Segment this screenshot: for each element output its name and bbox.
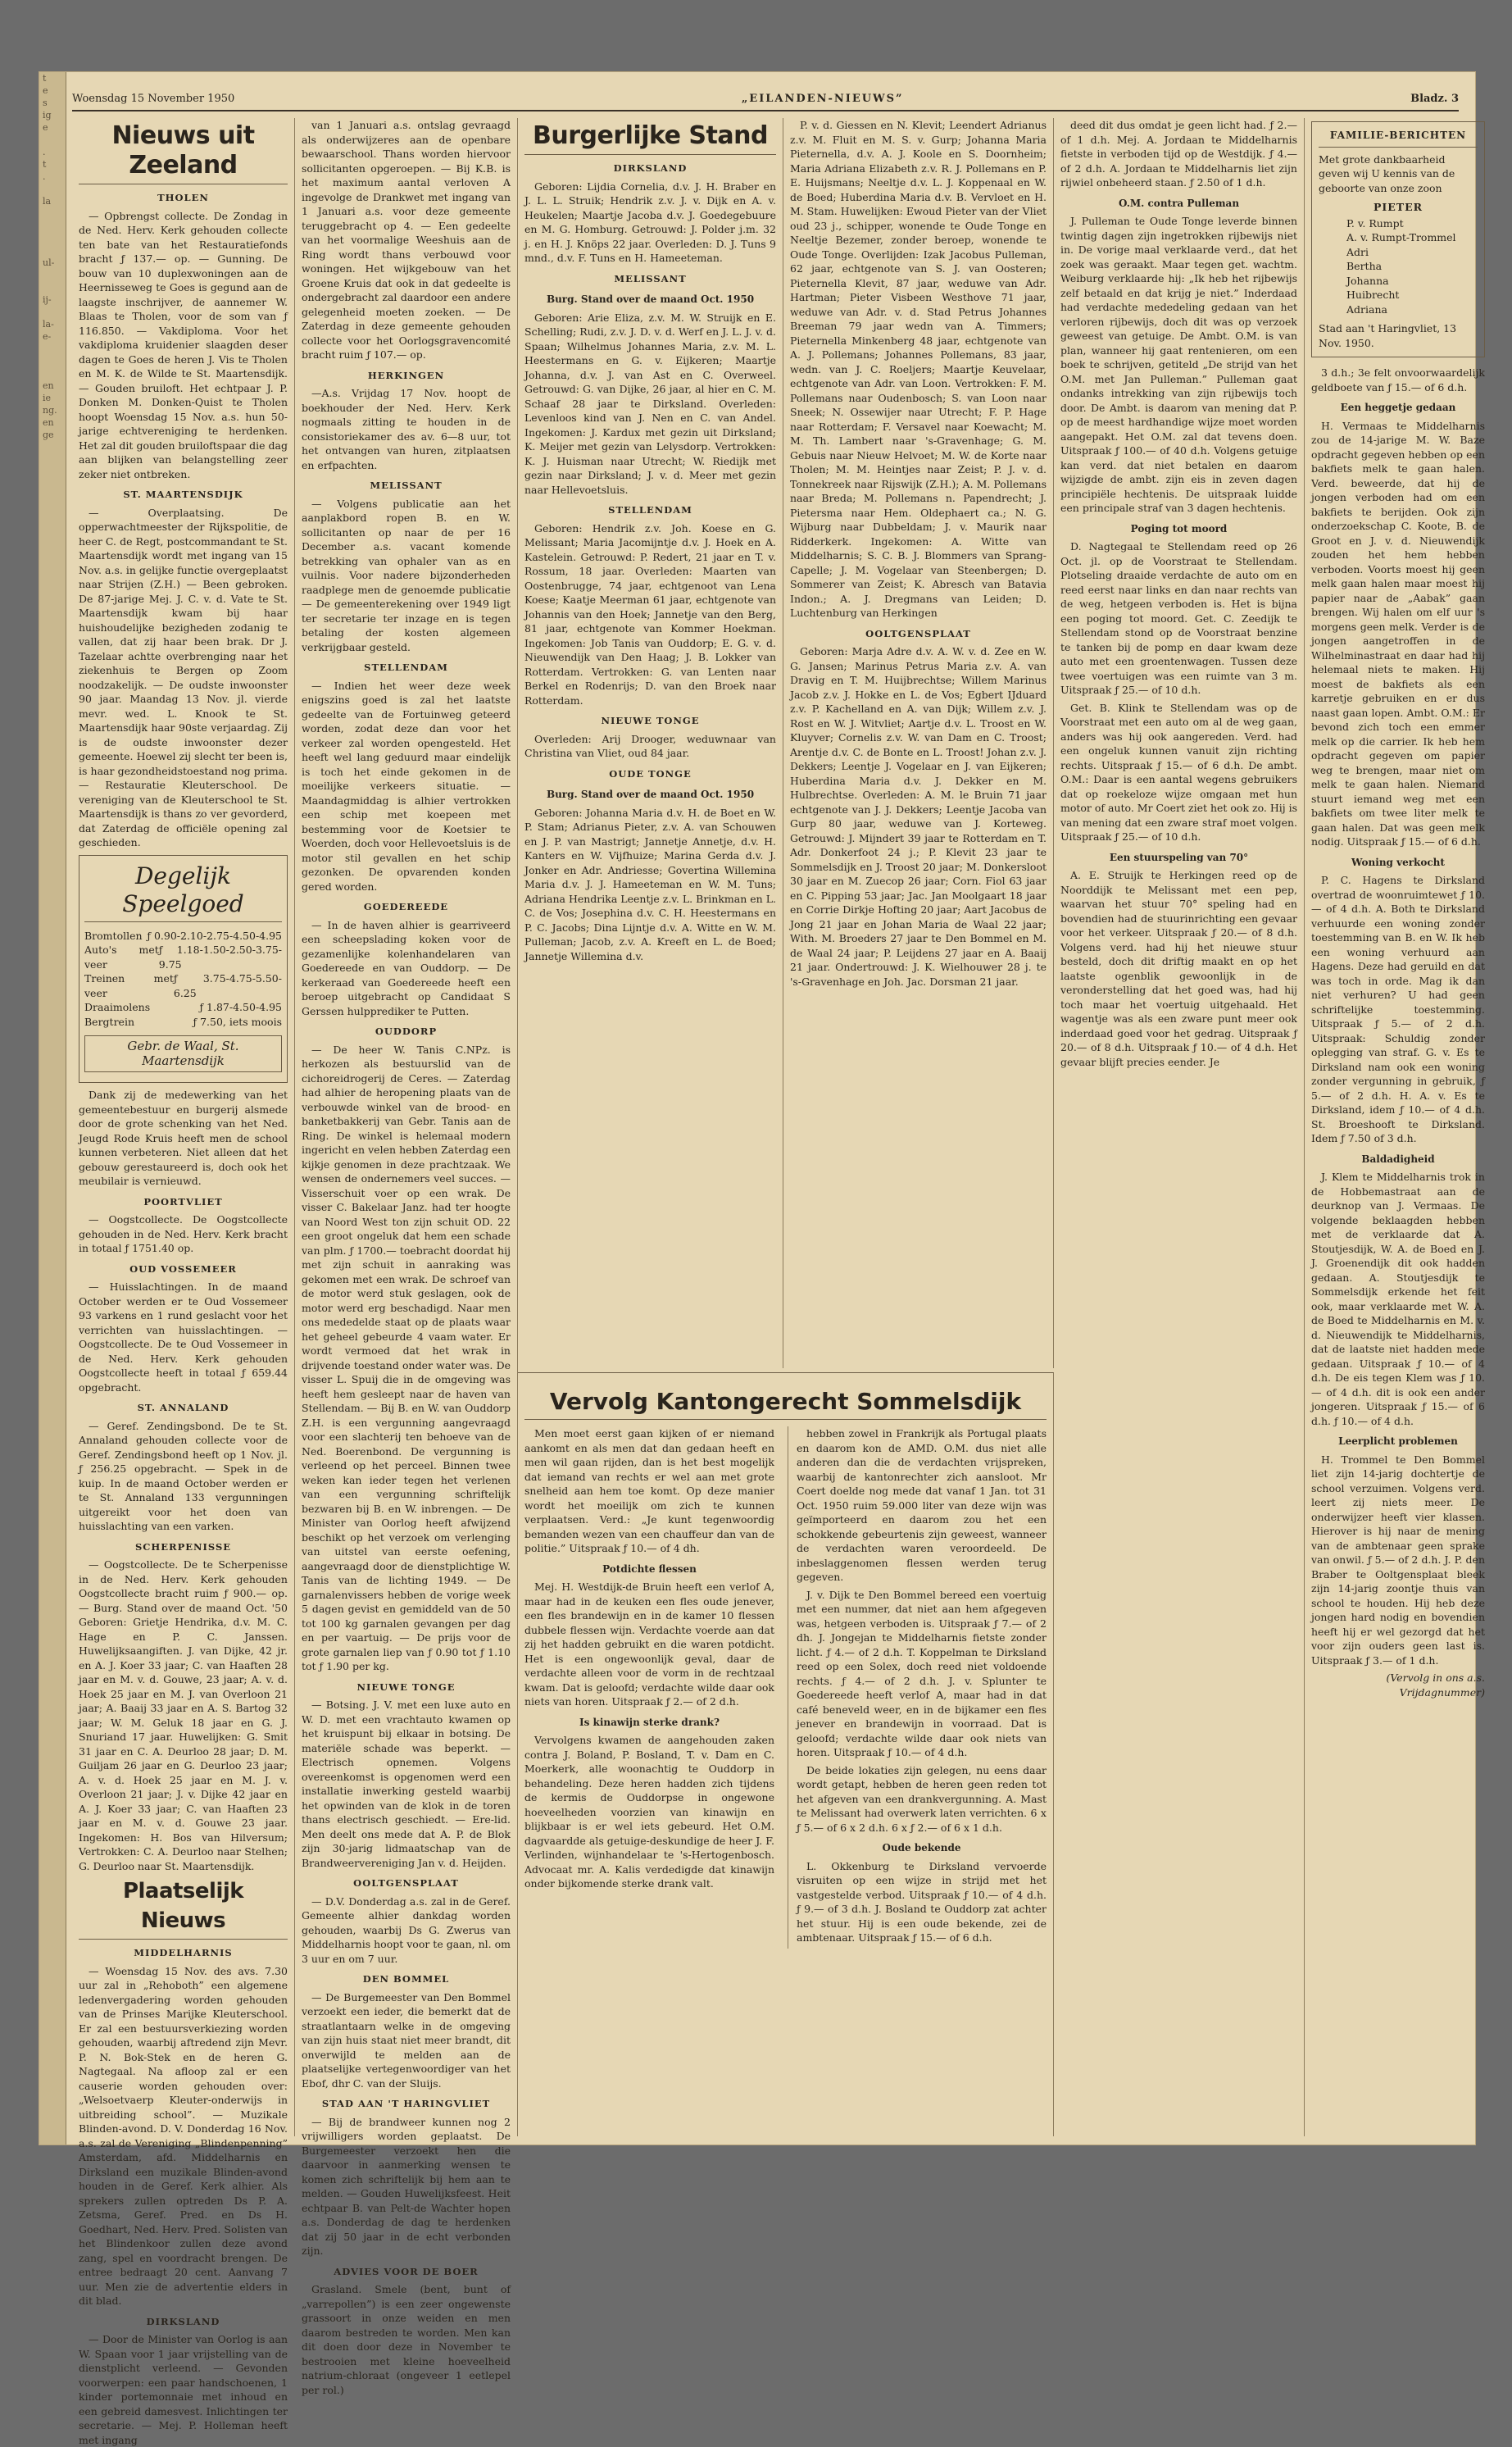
article-text: J. v. Dijk te Den Bommel bereed een voertuig met een nummer, dat niet aan hem afgegeven was, hetgeen verboden is. Uitspraak ƒ 7.— of 2 dh. J. Jongejan te Middelharnis fietste zonder licht. ƒ 4.— of 2 d.h. T. Koppelman te Dirksland reed op een Solex, doch reed niet voldoende rechts. ƒ 4.— of 2 d.h. J. v. Splunter te Goedereede heeft verlof A, maar had in dat café beneveld weer, en in de bijkamer een fles jenever en brandewijn in voorraad. Dat is geloofd; verdachte wilde daar ook niets van horen. Uitspraak ƒ 10.— of 4 d.h. bbox=[797, 1588, 1047, 1758]
article-text: — Bij de brandweer kunnen nog 2 vrijwilligers worden geplaatst. De Burgemeester verzoekt hen die daarvoor in aanmerking wensen te komen zich schriftelijk bij hem aan te melden. — Gouden Huwelijksfeest. Heit echtpaar B. van Pelt-de Wachter hopen a.s. Donderdag de dag te herdenken dat zij 50 jaar in de echt verbonden zijn. bbox=[302, 2115, 511, 2257]
article-text: J. Pulleman te Oude Tonge leverde binnen twintig dagen zijn ingetrokken rijbewijs niet in. De vorige maal verklaarde verd., dat het zoek was geraakt. Maar tegen get. wachtm. Weiburg verklaarde hij: „Ik heb het rijbewijs zelf betaald en dat krijg je niet.” Inderdaad had verdachte mededeling gedaan van het verloren rijbewijs, doch dit was op verzoek geweest van getuige. De Ambt. O.M. is van plan, wanneer hij gaat rentenieren, om een boek te schrijven, getiteld „De strijd van het O.M. met Jan Pulleman.” Pulleman gaat ondanks intrekking van zijn rijbewijs toch door. De Ambt. is daarom van mening dat P. op de meest hardhandige wijze moet worden aangepakt. Het O.M. zal dat tevens doen. Uitspraak ƒ 100.— of 40 d.h. Volgens getuige kan verd. dat niet betalen en daarom wijzigde de ambt. zijn eis in zeven dagen principiële hechtenis. De uitspraak luidde een principale straf van 3 dagen hechtenis. bbox=[1060, 215, 1297, 514]
ad-item: Auto's met veer bbox=[84, 944, 159, 971]
strip-fragment: ge bbox=[43, 430, 54, 440]
signer-name: Bertha bbox=[1346, 260, 1383, 272]
article-subhead: Oude bekende bbox=[882, 1842, 961, 1853]
ad-price: ƒ 1.18-1.50-2.50-3.75-9.75 bbox=[158, 944, 282, 971]
article-text: — In de haven alhier is gearriveerd een scheepslading koken voor de gezamenlijke kolenhandelaren van Goedereede en van Ouddorp. — De kerkeraad van Goedereede heeft een beroep uitgebracht op Candidaat S Gerssen hulpprediker te Putten. bbox=[302, 918, 511, 1017]
column-2 bbox=[295, 118, 518, 2396]
article-subhead: OOLTGENSPLAAT bbox=[865, 627, 971, 639]
article-text: — Indien het weer deze week enigszins goed is zal het laatste gedeelte van de Fortuinweg geteerd worden, zodat deze dan voor het verkeer zal worden opengesteld. Het heeft wel lang geduurd maar eindelijk is toch het einde gekomen in de moeilijke verkeers situatie. — Maandagmiddag is alhier vertrokken een schip met koepeen met bestemming voor de Koetsier te Woerden, doch voor Hellevoetsluis is de motor stil gevallen en het schip gezonken. De opvarenden konden gered worden. bbox=[302, 679, 511, 893]
article-subhead: OOLTGENSPLAAT bbox=[353, 1877, 459, 1889]
article-text: Mej. H. Westdijk-de Bruin heeft een verlof A, maar had in de keuken een fles oude jenever, een fles brandewijn en in de kamer 10 flessen dubbele flessen wijn. Verdachte voerde aan dat zij het hadden gebruikt en die waren potdicht. Het is een ongewoonlijk geval, daar de verdachte alleen voor de vorm in de rechtzaal kwam. Dat is geloofd; verdachte wilde daar ook niets van horen. Uitspraak ƒ 2.— of 2 d.h. bbox=[524, 1581, 774, 1708]
article-subhead: POORTVLIET bbox=[143, 1195, 223, 1208]
article-subhead: Leerplicht problemen bbox=[1338, 1435, 1458, 1447]
article-text: — Geref. Zendingsbond. De te St. Annaland gehouden collecte voor de Geref. Zendingsbond heeft op 1 Nov. jl. ƒ 256.25 opgebracht. — Spek in de kuip. In de maand October werden er te St. Annaland 133 vergunningen uitgereikt voor het doen van huisslachting van een varken. bbox=[79, 1419, 288, 1532]
strip-fragment: en bbox=[43, 380, 54, 391]
column-6 bbox=[1305, 118, 1492, 2136]
ad-item: Draaimolens bbox=[84, 1001, 151, 1013]
page-number: Bladz. 3 bbox=[1410, 92, 1459, 105]
ad-price-row bbox=[84, 943, 282, 971]
article-subhead: HERKINGEN bbox=[367, 369, 445, 381]
article-text: — Woensdag 15 Nov. des avs. 7.30 uur zal in „Rehoboth” een algemene ledenvergadering worden gehouden van de Prinses Marijke Kleuterschool. Er zal een bestuursverkiezing worden gehouden, waarbij aftredend zijn Mevr. P. N. Bok-Stek en de heren G. Nagtegaal. Na afloop zal er een causerie worden gehouden over: „Welsoetvaerp Kleuter-onderwijs in uitbreiding school”. — Muzikale Blinden-avond. D. V. Donderdag 16 Nov. a.s. zal de Vereniging „Blindenpenning” Amsterdam, afd. Middelharnis en Dirksland een muzikale Blinden-avond houden in de Geref. Kerk alhier. Als sprekers zullen optreden Ds P. A. Zetsma, Geref. Pred. en Ds H. Goedhart, Ned. Herv. Pred. Solisten van het Blindenkoor zullen deze avond zang, spel en voordracht brengen. De entree bedraagt 20 cent. Aanvang 7 uur. Men zie de advertentie elders in dit blad. bbox=[79, 1964, 288, 2307]
article-text: Geboren: Lijdia Cornelia, d.v. J. H. Braber en J. L. L. Struik; Hendrik z.v. J. v. Dijk en A. v. Heukelen; Maartje Jacoba d.v. J. Goedegebuure en M. G. Homburg. Getrouwd: J. Polder j.m. 32 j. en H. J. Knöps 22 jaar. Overleden: D. J. Tuns 9 mnd., d.v. F. Tuns en H. Hameeteman. bbox=[524, 180, 776, 264]
article-text: L. Okkenburg te Dirksland vervoerde visruiten op een wijze in strijd met het vastgestelde verbod. Uitspraak ƒ 10.— of 4 d.h. ƒ 9.— of 3 d.h. J. Bosland te Ouddorp zat achter het stuur. Hij is een oude bekende, zei de ambtenaar. Uitspraak ƒ 15.— of 6 d.h. bbox=[797, 1859, 1047, 1944]
article-text: Men moet eerst gaan kijken of er niemand aankomt en als men dat dan gedaan heeft en men wil gaan rijden, dan is het best mogelijk dat iemand van rechts er wel aan met grote snelheid aan hem toe komt. Op deze manier wordt het moeilijk om zich te kunnen verplaatsen. Verd.: „Je kunt tegenwoordig bemanden wezen van een chauffeur dan van de politie.” Uitspraak ƒ 10.— of 4 dh. bbox=[524, 1427, 774, 1554]
strip-fragment: ng. bbox=[43, 405, 57, 416]
ad-item: Bromtollen bbox=[84, 929, 143, 942]
article-text: Geboren: Arie Eliza, z.v. M. W. Struijk en E. Schelling; Rudi, z.v. J. D. v. d. Werf en J. L. J. v. d. Spaan; Wilhelmus Johannes Maria, z.v. M. L. Heestermans en G. v. Eijkeren; Maartje Johanna, d.v. J. van Ast en C. Overweel. Getrouwd: G. van Dijke, 26 jaar, al hier en C. M. Schaaf 28 jaar te Dirksland. Overleden: Levenloos kind van J. Nen en C. van Andel. Ingekomen: J. Kardux met gezin uit Dirksland; K. Meijer met gezin van Lelysdorp. Vertrokken: K. J. Huisman naar Utrecht; W. Riedijk met gezin naar Dirksland; J. v. d. Meer met gezin naar Hellevoetsluis. bbox=[524, 311, 776, 496]
article-text: — Overplaatsing. De opperwachtmeester der Rijkspolitie, de heer C. de Regt, postcommandant te St. Maartensdijk wordt met ingang van 15 Nov. a.s. in gelijke functie overgeplaatst naar Strijen (Z.H.) — Been gebroken. De 87-jarige Mej. J. C. v. d. Vate te St. Maartensdijk kwam bij haar huishoudelijke bezigheden zodanig te vallen, dat zij haar been brak. Dr J. Tazelaar achtte overbrenging naar het ziekenhuis te Bergen op Zoom noodzakelijk. — De oudste inwoonster 90 jaar. Maandag 13 Nov. jl. vierde mevr. wed. L. Knook te St. Maartensdijk haar 90ste verjaardag. Zij is de oudste inwoonster dezer gemeente. Hoewel zij slecht ter been is, is haar gezondheidstoestand nog prima. — Restauratie Kleuterschool. De vereniging van de Kleuterschool te St. Maartensdijk is thans zo ver gevorderd, dat Zaterdag de officiële opening zal geschieden. bbox=[79, 506, 288, 848]
article-subhead: Woning verkocht bbox=[1351, 856, 1445, 868]
article-subhead: Is kinawijn sterke drank? bbox=[579, 1716, 720, 1728]
article-text: Geboren: Hendrik z.v. Joh. Koese en G. Melissant; Maria Jacomijntje d.v. J. Hoek en A. Kastelein. Getrouwd: P. Redert, 21 jaar en T. v. Rossum, 18 jaar. Overleden: Maarten van Oostenbrugge, 74 jaar, echtgenoot van Lena Koese; Kaatje Meerman 61 jaar, echtgenote van Johannis van den Hoek; Jannetje van den Berg, 81 jaar, echtgenote van Kommer Hoekman. Ingekomen: Job Tanis van Ouddorp; E. G. v. d. Nieuwendijk van Den Haag; J. B. Lokker van Rotterdam. Vertrokken: G. van Lenten naar Berkel en Rodenrijs; D. van den Broek naar Rotterdam. bbox=[524, 521, 776, 707]
signer-name: Huibrecht bbox=[1346, 289, 1400, 301]
article-text: hebben zowel in Frankrijk als Portugal plaats en daarom kon de AMD. O.M. dus niet alle anderen dan die de verdachten vrijspreken, waarbij de kantonrechter zich aansloot. Mr Coert doelde nog mede dat vanaf 1 Jan. tot 31 Oct. 1950 ruim 59.000 liter van deze wijn was geïmporteerd en daarom zou het een schokkende gebeurtenis zijn geweest, wanneer de verdachten waren veroordeeld. De inbeslaggenomen flessen werden terug gegeven. bbox=[797, 1427, 1047, 1583]
strip-fragment: . bbox=[43, 147, 46, 157]
article-text: 3 d.h.; 3e felt onvoorwaardelijk geldboete van ƒ 15.— of 6 d.h. bbox=[1311, 366, 1485, 393]
article-text: P. v. d. Giessen en N. Klevit; Leendert Adrianus z.v. M. Fluit en M. S. v. Gurp; Johanna Maria Pieternella, d.v. A. J. Koole en S. Doornheim; Maria Adriana Elizabeth z.v. R. J. Pollemans en P. E. Huijsmans; Neeltje d.v. L. J. Koppenaal en W. de Boed; Huberdina Maria d.v. B. Vervloet en H. M. Stam. Huwelijken: Ewoud Pieter van der Vliet oud 23 j., schipper, wonende te Oude Tonge en Neeltje Bezemer, zonder beroep, wonende te Oude Tonge. Overlijden: Izak Jacobus Pulleman, 62 jaar, echtgenote van S. J. van Oosteren; Pieternella Klevit, 87 jaar, weduwe van Adr. Hartman; Pieter Visbeen Westhove 71 jaar, weduwe van Adr. v. d. Stad Petrus Johannes Breeman 79 jaar wedn van A. Timmers; Pieternella Minkenberg 48 jaar, echtgenote van A. J. Pollemans; Johannes Pollemans, 83 jaar, wedn. van J. C. Roeljers; Maartje Keuvelaar, echtgenote van Adr. van Loon. Vertrokken: F. M. Pollemans naar Oudenbosch; S. van Loon naar Sneek; N. Ossewijer naar Utrecht; F. P. Hage naar Rotterdam; F. Versavel naar Koewacht; M. M. Th. Lambert naar 's-Gravenhage; G. M. Gebuis naar Nieuw Helvoet; M. W. de Korte naar Tholen; M. M. Heintjes naar Zeist; P. J. v. d. Tonnekreek naar Rijswijk (Z.H.); A. M. Pollemans naar Breda; M. Pollemans n. Papendrecht; J. Pietersma naar Hem. Oldephaert ca.; N. G. Wijburg naar Dubbeldam; J. v. Maurik naar Ridderkerk. Ingekomen: A. Witte van Middelharnis; S. C. B. J. Blommers van Sprang-Capelle; J. M. Vogelaar van Steenbergen; D. Sommerer van Zeist; K. Abresch van Batavia Indon.; A. J. Dregmans van Leiden; D. Luchtenburg van Herkingen bbox=[790, 119, 1047, 619]
strip-fragment bbox=[39, 232, 66, 244]
article-subhead: ST. ANNALAND bbox=[137, 1402, 229, 1413]
article-text: Grasland. Smele (bent, bunt of „varrepollen”) is een zeer ongewenste grassoort in onze weiden en men daarom bestreden te worden. Men kan dit doen door deze in November te bestrooien met kleine hoeveelheid natrium-chloraat (ongeveer 1 eetlepel per rol.) bbox=[302, 2283, 511, 2396]
article-subhead: Burg. Stand over de maand Oct. 1950 bbox=[546, 293, 755, 305]
announcement-place: Stad aan 't Haringvliet, 13 Nov. 1950. bbox=[1319, 322, 1457, 349]
issue-date: Woensdag 15 November 1950 bbox=[72, 92, 235, 105]
article-text: — Opbrengst collecte. De Zondag in de Ned. Herv. Kerk gehouden collecte ten bate van het Restauratiefonds bracht ƒ 137.— op. — Gunning. De bouw van 10 duplexwoningen aan de Heernisseweg te Goes is gegund aan de laagste inschrijver, de aannemer W. Blaas te Tholen, voor de som van ƒ 116.850. — Vakdiploma. Voor het vakdiploma kruidenier slaagden deser dagen te Goes de heren J. Vis te Tholen en M. K. de Wilde te St. Maartensdijk. — Gouden bruiloft. Het echtpaar J. P. Donken M. Donken-Quist te Tholen hoopt Woensdag 15 Nov. a.s. hun 50-jarige echtvereniging te herdenken. Het zal dit gouden bruiloftspaar die dag aan blijken van belangstelling zeer zeker niet ontbreken. bbox=[79, 209, 288, 480]
article-subhead: Poging tot moord bbox=[1130, 522, 1228, 534]
article-subhead: O.M. contra Pulleman bbox=[1118, 197, 1240, 209]
strip-fragment: . bbox=[43, 171, 46, 182]
ad-price-list bbox=[84, 929, 282, 1030]
strip-fragment bbox=[39, 453, 66, 466]
announcement-signers bbox=[1319, 216, 1478, 317]
article-text: — Door de Minister van Oorlog is aan W. Spaan voor 1 jaar vrijstelling van de dienstplicht verleend. — Gevonden voorwerpen: een paar handschoenen, 1 kinder portemonnaie met inhoud en een gebreid damesvest. Inlichtingen ter secretarie. — Mej. P. Holleman heeft met ingang bbox=[79, 2333, 288, 2446]
strip-fragment: ij- bbox=[43, 294, 52, 305]
article-subhead: STAD AAN 'T HARINGVLIET bbox=[321, 2098, 491, 2109]
article-text: — De heer W. Tanis C.NPz. is herkozen als bestuurslid van de cichoreidrogerij de Ceres. — Zaterdag had alhier de heropening plaats van de verbouwde winkel van de brood- en banketbakkerij van Gebr. Tanis aan de Ring. De winkel is helemaal modern ingericht en velen hebben Zaterdag een kijkje genomen in deze prachtzaak. We wensen de ondernemers veel succes. — Visserschuit voer op een wrak. De visser C. Bakelaar Janz. had ter hoogte van Noord West ton zijn schuit OD. 22 een groot ongeluk dat hem een schade van plm. ƒ 1700.— toebracht doordat hij met zijn schuit in aanraking was gekomen met een wrak. De schroef van de motor werd stuk geslagen, ook de motor werd erg beschadigd. Naar men ons mededelde staat op de plaats waar het geheel gebeurde 4 vaam water. Er wordt vermoed dat het wrak in drijvende toestand onder water was. De visser L. Spuij die in de omgeving was heeft hem gesleept naar de haven van Stellendam. — Bij B. en W. van Ouddorp Z.H. is een vergunning aangevraagd voor een slachterij ten behoeve van de Ned. Boerenbond. De vergunning is verleend op het perceel. Binnen twee weken kan ieder tegen het verlenen van een vergunning schriftelijk bezwaren bij B. en W. inbrengen. — De Minister van Oorlog heeft afwijzend beschikt op het verzoek om verlenging van uitstel van eerste oefening, aangevraagd door de dienstplichtige W. Tanis van de lichting 1949. — De garnalenvissers hebben de vorige week 5 dagen gevist en gemiddeld van de 50 tot 100 kg garnalen gevangen per dag en per vaartuig. — De prijs voor de grote garnalen liep van ƒ 0.90 tot ƒ 1.10 tot ƒ 1.90 per kg. bbox=[302, 1043, 511, 1672]
article-subhead: THOLEN bbox=[157, 192, 209, 203]
article-subhead: Potdichte flessen bbox=[602, 1562, 697, 1575]
article-text: Overleden: Arij Drooger, weduwnaar van Christina van Vliet, oud 84 jaar. bbox=[524, 732, 776, 759]
ad-price-row bbox=[84, 1015, 282, 1030]
strip-fragment: en bbox=[43, 417, 54, 428]
strip-fragment: t bbox=[43, 159, 47, 170]
article-subhead: MIDDELHARNIS bbox=[134, 1947, 233, 1958]
article-subhead: DEN BOMMEL bbox=[362, 1973, 450, 1985]
article-text: De beide lokaties zijn gelegen, nu eens daar wordt getapt, hebben de heren geen reden tot het afgeven van een drankvergunning. A. Mast te Melissant had overwerk laten verrichten. 6 x ƒ 5.— of 6 x 2 d.h. 6 x ƒ 2.— of 6 x 1 d.h. bbox=[797, 1763, 1047, 1834]
announcement-baby-name: PIETER bbox=[1374, 201, 1423, 213]
section-heading: Nieuws uit Zeeland bbox=[79, 121, 288, 184]
strip-fragment bbox=[39, 355, 66, 367]
newspaper-page bbox=[39, 72, 1485, 2446]
article-subhead: NIEUWE TONGE bbox=[601, 715, 700, 726]
article-text: D. Nagtegaal te Stellendam reed op 26 Oct. jl. op de Voorstraat te Stellendam. Plotseling draaide verdachte de auto om en reed eerst naar links en dan naar rechts van de weg, hetgeen verboden is. Het is bijna een poging tot moord. Get. C. Zeedijk te Stellendam stond op de Voorstraat benzine te tanken bij de pomp en daar kwam deze auto met een groentenwagen. Tussen deze twee voertuigen was een ruimte van 3 m. Uitspraak ƒ 25.— of 10 d.h. bbox=[1060, 540, 1297, 696]
article-text: Dank zij de medewerking van het gemeentebestuur en burgerij alsmede door de grote schenking van het Ned. Jeugd Rode Kruis heeft men de school kunnen verbeteren. Niet alleen dat het gebouw gerestaureerd is, doch ook het meubilair is vernieuwd. bbox=[79, 1089, 288, 1187]
column-4 bbox=[783, 118, 1054, 1368]
advertisement bbox=[79, 855, 288, 1084]
adjacent-page-strip bbox=[39, 72, 66, 2145]
article-subhead: MELISSANT bbox=[370, 480, 443, 491]
strip-fragment: t bbox=[43, 73, 47, 84]
ad-item: Bergtrein bbox=[84, 1015, 135, 1028]
strip-fragment bbox=[39, 441, 66, 453]
article-subhead: Een stuurspeling van 70° bbox=[1109, 851, 1249, 863]
article-subhead: Baldadigheid bbox=[1361, 1153, 1435, 1165]
article-subhead: OUDDORP bbox=[375, 1026, 438, 1037]
ad-heading: Degelijk Speelgoed bbox=[84, 859, 282, 922]
article-text: A. E. Struijk te Herkingen reed op de Noorddijk te Melissant met een pep, waarvan het stuur 70° speling had en bovendien had de stuurinrichting een gevaar voor het verkeer. Uitspraak ƒ 20.— of 8 d.h. Volgens verd. had hij het nieuwe stuur besteld, doch dit driftig maakt en op het laatste ogenblik gewoonlijk in de veronderstelling dat het goed was, had hij toch maar het voertuig uitgehaald. Het wagentje was als een zware punt meer ook inderdaad goed voor het gedrag. Uitspraak ƒ 20.— of 8 d.h. Uitspraak ƒ 10.— of 4 d.h. Het gevaar blijft precies eender. Je bbox=[1060, 869, 1297, 1068]
column-5 bbox=[1054, 118, 1305, 2136]
strip-fragment: e bbox=[43, 85, 48, 96]
ad-price: ƒ 3.75-4.75-5.50-6.25 bbox=[173, 972, 282, 999]
article-subhead: GOEDEREEDE bbox=[363, 901, 449, 912]
article-subhead: ST. MAARTENSDIJK bbox=[123, 489, 243, 500]
ad-price: ƒ 0.90-2.10-2.75-4.50-4.95 bbox=[147, 929, 282, 942]
article-text: —A.s. Vrijdag 17 Nov. hoopt de boekhouder der Ned. Herv. Kerk nogmaals zitting te houden in de consistoriekamer des av. 6—8 uur, tot het ontvangen van huren, zitplaatsen en erfpachten. bbox=[302, 387, 511, 471]
strip-fragment bbox=[39, 343, 66, 355]
section-heading: Plaatselijk Nieuws bbox=[79, 1876, 288, 1940]
strip-fragment bbox=[39, 269, 66, 281]
article-text: Geboren: Marja Adre d.v. A. W. v. d. Zee en W. G. Jansen; Marinus Petrus Maria z.v. A. van Dravig en T. M. Huijbrechtse; Willem Marinus Jacob z.v. J. Hokke en L. de Vos; Egbert IJduard z.v. P. Kachelland en A. van Dijk; Willem z.v. J. Rost en W. J. Witvliet; Aartje d.v. L. Troost en W. Kluyver; Cornelis z.v. W. van Dam en C. Troost; Arentje d.v. C. de Bonte en L. Troost! Johan z.v. J. Dekkers; Leentje J. Vogelaar en J. van Eijkeren; Huberdina Maria d.v. J. Dekker en M. Hulbrechtse. Overleden: A. M. le Bruin 71 jaar echtgenote van J. J. Dekkers; Leentje Jacoba van Gurp 80 jaar, weduwe van J. Korteweg. Getrouwd: J. Mijndert 39 jaar te Rotterdam en T. Adr. Donkerfoot 24 j.; P. Klevit 23 jaar te Sommelsdijk en J. Troost 20 jaar; M. Donkersloot 30 jaar en M. Zuecop 26 jaar; Corn. Fiol 63 jaar en C. Pipping 53 jaar; Jac. Jan Moolgaart 18 jaar en Corrie Dirkje Hofting 20 jaar; Aart Jacobus de Jong 21 jaar en Johan Maria de Waal 22 jaar; With. M. Broeders 27 jaar te Den Bommel en M. de Waal 24 jaar; P. Leijdens 27 jaar en A. Baaij 21 jaar. Ondertrouwd: J. K. Wielhouwer 28 j. te 's-Gravenhage en Joh. Jac. Dorsman 21 jaar. bbox=[790, 645, 1047, 988]
article-subhead: OUD VOSSEMEER bbox=[129, 1262, 237, 1275]
article-subhead: DIRKSLAND bbox=[613, 162, 688, 174]
article-subhead: NIEUWE TONGE bbox=[356, 1681, 456, 1693]
strip-fragment bbox=[39, 207, 66, 220]
strip-fragment: la- bbox=[43, 319, 54, 330]
continued-note: (Vervolg in ons a.s. Vrijdagnummer) bbox=[1386, 1672, 1485, 1699]
ad-price: ƒ 1.87-4.50-4.95 bbox=[199, 1001, 282, 1013]
article-subhead: SCHERPENISSE bbox=[134, 1540, 232, 1553]
signer-name: Johanna bbox=[1346, 274, 1389, 287]
signer-name: A. v. Rumpt-Trommel bbox=[1346, 231, 1456, 243]
kantongerecht-left bbox=[524, 1426, 774, 1949]
article-text: — Oogstcollecte. De te Scherpenisse in de Ned. Herv. Kerk gehouden Oogstcollecte bracht ruim ƒ 900.— op. — Burg. Stand over de maand Oct. '50 Geboren: Grietje Hendrika, d.v. M. C. Hage en P. C. Janssen. Huwelijksaangiften. J. van Dijke, 42 jr. en A. J. Koer 33 jaar; C. van Haaften 28 jaar en M. v. d. Gouwe, 23 jaar; A. v. d. Hoek 25 jaar en M. J. van Overloon 21 jaar; A. Baaij 33 jaar en A. S. Bartog 32 jaar; W. M. Geluk 18 jaar en G. J. Snuriand 17 jaar. Huwelijken: G. Smit 31 jaar en C. A. Deurloo 28 jaar; D. M. Guiljam 26 jaar en G. Deurloo 23 jaar; A. v. d. Hoek 25 jaar en M. J. v. Overloon 21 jaar; J. v. Dijke 42 jaar en A. J. Koer 33 jaar; C. van Haaften 23 jaar en M. v. d. Gouwe 23 jaar. Ingekomen: H. Bos van Hilversum; Vertrokken: C. A. Deurloo naar Stelhen; G. Deurloo naar St. Maartensdijk. bbox=[79, 1558, 288, 1872]
signer-name: Adriana bbox=[1346, 302, 1387, 316]
article-subhead: Burg. Stand over de maand Oct. 1950 bbox=[546, 789, 755, 800]
announcement-text: Met grote dankbaarheid geven wij U kennis van de geboorte van onze zoon bbox=[1319, 152, 1455, 194]
strip-fragment bbox=[39, 220, 66, 232]
strip-fragment bbox=[39, 183, 66, 195]
strip-fragment: e bbox=[43, 122, 48, 133]
kantongerecht-article bbox=[518, 1372, 1054, 2136]
strip-fragment bbox=[39, 281, 66, 293]
paper-title: „EILANDEN-NIEUWS” bbox=[741, 92, 904, 105]
article-text: — De Burgemeester van Den Bommel verzoekt een ieder, die bemerkt dat de straatlantaarn welke in de omgeving van zijn huis staat niet meer brandt, dit onverwijld te melden aan de plaatselijke vertegenwoordiger van het Ebof, dhr C. van der Sluijs. bbox=[302, 1990, 511, 2090]
article-subhead: OUDE TONGE bbox=[609, 767, 692, 780]
article-text: — Oogstcollecte. De Oogstcollecte gehouden in de Ned. Herv. Kerk bracht in totaal ƒ 1751.40 op. bbox=[79, 1213, 288, 1254]
article-text: H. Trommel te Den Bommel liet zijn 14-jarig dochtertje de school verzuimen. Volgens verd. leert zij niets meer. De onderwijzer heeft vier klassen. Hierover is hij naar de mening van de ambtenaar geen sprake van onwil. ƒ 5.— of 2 d.h. J. P. den Braber te Ooltgensplaat bleek zijn 14-jarig zoontje thuis van school te houden. Hij heb deze jongen hard nodig en bovendien heeft hij er wel gezorgd dat het voor zijn ouders geen last is. Uitspraak ƒ 3.— of 1 d.h. bbox=[1311, 1453, 1485, 1667]
announcement-title: FAMILIE-BERICHTEN bbox=[1319, 129, 1478, 148]
article-text: Vervolgens kwamen de aangehouden zaken contra J. Boland, P. Bosland, T. v. Dam en C. Moerkerk, alle woonachtig te Ouddorp in behandeling. Deze heren hadden zich tijdens de kermis de Ouddorpse in ongewone hoeveelheden voorzien van kinawijn en blijkbaar is er wel iets gebeurd. Het O.M. dagvaardde als getuige-deskundige de heer J. F. Verlinden, wijnhandelaar te 's-Hertogenbosch. Advocaat mr. A. Kalis verdedigde dat kinawijn onder bijkomende sterke drank valt. bbox=[524, 1734, 774, 1890]
article-subhead: ADVIES VOOR DE BOER bbox=[334, 2265, 479, 2277]
article-text: J. Klem te Middelharnis trok in de Hobbemastraat aan de deurknop van J. Vermaas. De volgende beklaagden hebben met de verklaarde dat A. Stoutjesdijk, W. A. de Boed en J. J. Groenendijk dit ook hadden gedaan. A. Stoutjesdijk te Sommelsdijk erkende het feit ook, maar verklaarde met W. A. de Boed te Middelharnis en M. v. d. Nieuwendijk te Middelharnis, dat de laatste niet hadden mede gedaan. Uitspraak ƒ 10.— of 4 d.h. De eis tegen Klem was ƒ 10.— of 4 d.h. dit is ook een ander jongeren. Uitspraak ƒ 15.— of 6 d.h. ƒ 10.— of 4 d.h. bbox=[1311, 1171, 1485, 1427]
ad-price: ƒ 7.50, iets moois bbox=[193, 1015, 282, 1028]
strip-fragment: s bbox=[43, 98, 48, 108]
article-text: Get. B. Klink te Stellendam was op de Voorstraat met een auto om al de weg gaan, anders was hij ook aangereden. Verd. had een ongeluk kunnen vanuit zijn richting rechts. Uitspraak ƒ 15.— of 6 d.h. De ambt. O.M.: Daar is een aantal wegens gebruikers dat op roekeloze wijze omgaan met hun motor of auto. Mr Coert ziet het ook zo. Hij is van mening dat een zware straf moet volgen. Uitspraak ƒ 25.— of 10 d.h. bbox=[1060, 701, 1298, 843]
column-3 bbox=[518, 118, 783, 1368]
ad-price-row bbox=[84, 1000, 282, 1015]
article-text: H. Vermaas te Middelharnis zou de 14-jarige M. W. Baze opdracht gegeven hebben op een bakfiets melk te gaan halen. Verd. beweerde, dat hij de jongen verboden had om een bakfiets te berijden. Ook zijn onderzoekschap C. Koote, B. de Groot en J. v. d. Nieuwendijk zouden het hem hebben verboden. Voorts moest hij geen melk gaan halen maar moest hij papier naar de „Aabak” gaan brengen. Wij halen om elf uur 's morgens geen melk. Verder is de jongen aangetroffen in de Wilhelminastraat en daar had hij helemaal niets te maken. Hij moest de bakfiets als een karretje gebruiken en er dus naast gaan lopen. Ambt. O.M.: Er bevond zich toch een emmer melk op die carrier. Ik heb hem opdracht gegeven om papier weg te brengen, maar niet om melk te gaan halen. Niemand stuurt iemand weg met een bakfiets om twee liter melk te gaan halen. Dat was geen melk nodig. Uitspraak ƒ 15.— of 6 d.h. bbox=[1311, 419, 1485, 848]
article-text: — Botsing. J. V. met een luxe auto en W. D. met een vrachtauto kwamen op het kruispunt bij elkaar in botsing. De materiële schade was beperkt. — Electrisch opnemen. Volgens overeenkomst is opgenomen werd een installatie inwerking gesteld waarbij het opwinden van de klok in de toren thans electrisch geschiedt. — Ere-lid. Men deelt ons mede dat A. P. de Blok zijn 30-jarig lidmaatschap van de Brandweervereniging Jan v. d. Heijden. bbox=[302, 1699, 511, 1869]
article-subhead: MELISSANT bbox=[614, 272, 687, 284]
masthead bbox=[72, 87, 1459, 111]
family-announcement bbox=[1311, 121, 1485, 357]
article-subhead: STELLENDAM bbox=[608, 504, 692, 516]
strip-fragment bbox=[39, 244, 66, 257]
ad-signature: Gebr. de Waal, St. Maartensdijk bbox=[84, 1035, 282, 1072]
ad-price-row bbox=[84, 929, 282, 944]
strip-fragment: ig bbox=[43, 110, 52, 121]
signer-name: Adri bbox=[1346, 245, 1369, 258]
article-text: — Volgens publicatie aan het aanplakbord ropen B. en W. sollicitanten op naar de per 16 December a.s. vacant komende betrekking van ophaler van as en vuilnis. Voor nadere bijzonderheden raadplege men de genoemde publicatie — De gemeenterekening over 1949 ligt ter secretarie ter inzage en is tegen betaling der kosten algemeen verkrijgbaar gesteld. bbox=[302, 497, 511, 653]
article-text: van 1 Januari a.s. ontslag gevraagd als onderwijzeres aan de openbare bewaarschool. Thans worden hiervoor sollicitanten opgeroepen. — Bij K.B. is het maximum aantal verloven A ingevolge de Drankwet met ingang van 1 Januari a.s. voor deze gemeente teruggebracht op 4. — Een gedeelte van het voormalige Weeshuis aan de Ring wordt thans verbouwd voor woningen. Het wijkgebouw van het Groene Kruis dat ook in dat gedeelte is ondergebracht zal daardoor een andere gelegenheid moeten zoeken. — De Zaterdag in deze gemeente gehouden collecte voor het Oorlogsgravencomité bracht ruim ƒ 107.— op. bbox=[302, 119, 511, 361]
strip-fragment: ul- bbox=[43, 257, 55, 268]
kantongerecht-right bbox=[788, 1426, 1047, 1949]
article-text: P. C. Hagens te Dirksland overtrad de woonruimtewet ƒ 10.— of 4 d.h. A. Both te Dirksland verhuurde een woning zonder toestemming van B. en W. Ik heb een woning verhuurd aan Hagens. Deze had geruild en dat was toch in orde. Mag ik dan niet verhuren? U had geen schriftelijke toestemming. Uitspraak ƒ 5.— of 2 d.h. Uitspraak: Schuldig zonder oplegging van straf. G. v. Es te Dirksland nam ook een woning zonder vergunning in gebruik, ƒ 5.— of 2 d.h. H. A. v. Es te Dirksland, idem ƒ 10.— of 4 d.h. St. Broeshooft te Dirksland. Idem ƒ 7.50 of 3 d.h. bbox=[1311, 874, 1485, 1144]
article-text: deed dit dus omdat je geen licht had. ƒ 2.— of 1 d.h. Mej. A. Jordaan te Middelharnis fietste in verboden tijd op de Westdijk. ƒ 4.— of 2 d.h. A. Jordaan te Middelharnis liet zijn rijwiel onbeheerd staan. ƒ 2.50 of 1 d.h. bbox=[1060, 119, 1297, 189]
article-text: — Huisslachtingen. In de maand October werden er te Oud Vossemeer 93 varkens en 1 rund geslacht voor het verrichten van huisslachtingen. — Oogstcollecte. De te Oud Vossemeer in de Ned. Herv. Kerk gehouden Oogstcollecte heeft in totaal ƒ 659.44 opgebracht. bbox=[79, 1280, 288, 1394]
strip-fragment bbox=[39, 134, 66, 146]
strip-fragment: la bbox=[43, 196, 52, 207]
article-subhead: DIRKSLAND bbox=[146, 2315, 220, 2327]
article-columns bbox=[72, 118, 1485, 2446]
kantongerecht-columns bbox=[524, 1426, 1047, 1949]
ad-price-row bbox=[84, 971, 282, 1000]
signer-name: P. v. Rumpt bbox=[1346, 216, 1404, 230]
strip-fragment: ie bbox=[43, 393, 52, 403]
paper-content bbox=[72, 72, 1485, 2446]
ad-item: Treinen met veer bbox=[84, 972, 174, 999]
strip-fragment bbox=[39, 367, 66, 380]
strip-fragment: e- bbox=[43, 331, 52, 342]
article-text: — D.V. Donderdag a.s. zal in de Geref. Gemeente alhier dankdag worden gehouden, waarbij Ds G. Zwerus van Middelharnis hoopt voor te gaan, nl. om 3 uur en om 7 uur. bbox=[302, 1894, 511, 1965]
strip-fragment bbox=[39, 306, 66, 318]
section-heading: Vervolg Kantongerecht Sommelsdijk bbox=[524, 1385, 1047, 1420]
section-heading: Burgerlijke Stand bbox=[524, 121, 776, 155]
article-subhead: Een heggetje gedaan bbox=[1340, 402, 1456, 413]
column-1 bbox=[72, 118, 295, 2446]
article-text: Geboren: Johanna Maria d.v. H. de Boet en W. P. Stam; Adrianus Pieter, z.v. A. van Schouwen en J. P. van Mastrigt; Jannetje Annetje, d.v. H. Kanters en W. Vijfhuize; Marina Gerda d.v. J. Jonker en Adr. Andriesse; Govertina Willemina Maria d.v. J. J. Hameeteman en W. M. Tuns; Adriana Hendrika Leentje z.v. L. Brinkman en L. C. de Vos; Josephina d.v. C. H. Heestermans en P. C. Jacobs; Dina Lijntje d.v. A. Witte en W. M. Pulleman; Jacob, z.v. A. Kreeft en L. de Boed; Jannetje Willemina d.v. bbox=[524, 806, 776, 962]
article-subhead: STELLENDAM bbox=[364, 662, 448, 673]
